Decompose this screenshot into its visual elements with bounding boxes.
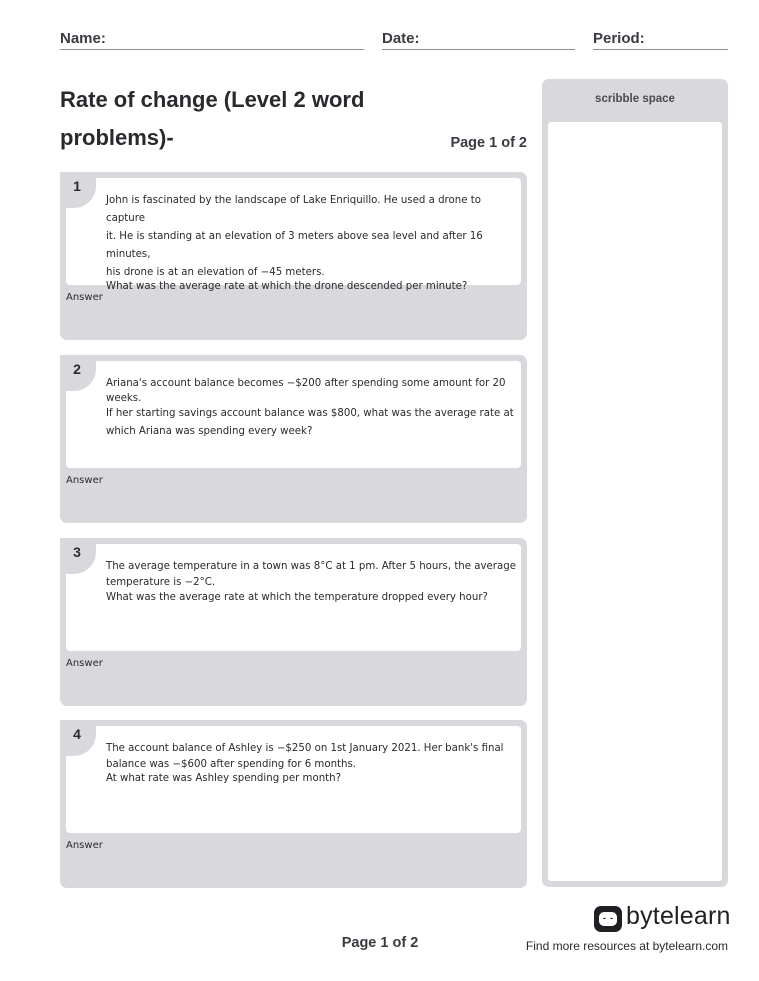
bytelearn-brand[interactable] [594, 902, 731, 936]
question-card [60, 172, 527, 340]
period-label: Period: [593, 30, 645, 47]
question-line: Ariana's account balance becomes −$200 after spending some amount for 20 [106, 378, 506, 389]
scribble-panel [542, 79, 728, 887]
question-line: balance was −$600 after spending for 6 months. [106, 759, 357, 770]
question-body [66, 178, 521, 292]
question-text [106, 740, 516, 786]
question-number: 3 [73, 544, 81, 560]
question-body [66, 361, 521, 468]
question-line: John is fascinated by the landscape of Lake Enriquillo. He used a drone to capture [106, 195, 481, 224]
name-label: Name: [60, 30, 106, 47]
question-line: If her starting savings account balance was $800, what was the average rate at [106, 408, 514, 419]
bytelearn-logo-icon [594, 906, 622, 932]
brand-name: bytelearn [626, 902, 731, 930]
question-line: What was the average rate at which the temperature dropped every hour? [106, 592, 488, 603]
name-field[interactable] [60, 30, 364, 50]
question-line: it. He is standing at an elevation of 3 meters above sea level and after 16 minutes, [106, 231, 483, 260]
worksheet-title: Rate of change (Level 2 word problems)- [60, 87, 365, 150]
question-number: 1 [73, 178, 81, 194]
question-line: What was the average rate at which the drone descended per minute? [106, 281, 468, 292]
scribble-label: scribble space [595, 93, 675, 105]
question-body [66, 544, 521, 651]
question-line: weeks. [106, 393, 142, 404]
question-text [106, 375, 516, 441]
question-card [60, 355, 527, 523]
question-text [106, 192, 516, 294]
question-number: 4 [73, 726, 81, 742]
question-line: The average temperature in a town was 8°C at 1 pm. After 5 hours, the average [106, 561, 516, 572]
question-card [60, 720, 527, 888]
period-field[interactable] [593, 30, 728, 50]
page-indicator-top: Page 1 of 2 [450, 135, 527, 151]
question-number: 2 [73, 361, 81, 377]
question-line: his drone is at an elevation of −45 meters. [106, 267, 325, 278]
question-line: temperature is −2°C. [106, 577, 216, 588]
resources-link-text[interactable]: Find more resources at bytelearn.com [525, 939, 728, 953]
question-card [60, 538, 527, 706]
question-body [66, 726, 521, 833]
answer-area[interactable]: Answer [66, 475, 103, 486]
date-label: Date: [382, 30, 420, 47]
question-text [106, 558, 516, 606]
answer-area[interactable]: Answer [66, 840, 103, 851]
scribble-area[interactable] [548, 122, 722, 881]
date-field[interactable] [382, 30, 575, 50]
question-line: At what rate was Ashley spending per month? [106, 773, 342, 784]
answer-area[interactable]: Answer [66, 292, 103, 303]
question-line: The account balance of Ashley is −$250 on 1st January 2021. Her bank's final [106, 743, 504, 754]
answer-area[interactable]: Answer [66, 658, 103, 669]
page-indicator-footer: Page 1 of 2 [341, 935, 419, 951]
question-line: which Ariana was spending every week? [106, 426, 313, 437]
